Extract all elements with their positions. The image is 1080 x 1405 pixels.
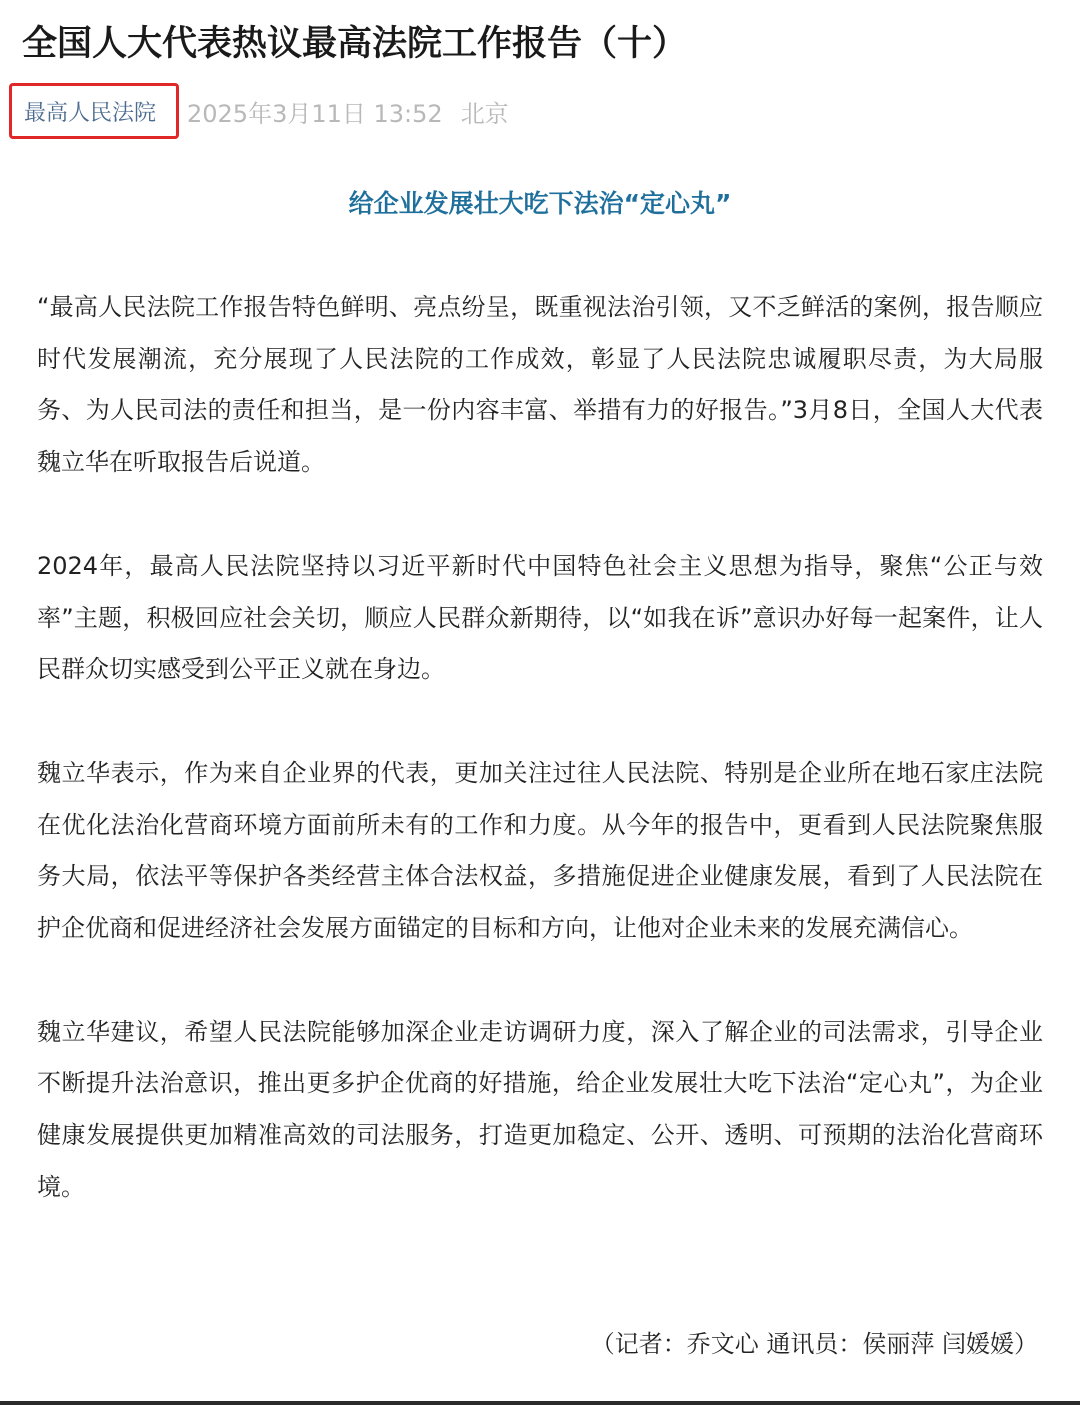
article-byline: （记者：乔文心 通讯员：侯丽萍 闫媛媛） <box>590 1330 1038 1358</box>
article-meta <box>9 80 509 142</box>
article-title: 全国人大代表热议最高法院工作报告（十） <box>22 24 688 64</box>
article-paragraph: 魏立华表示，作为来自企业界的代表，更加关注过往人民法院、特别是企业所在地石家庄法院在优化法治化营商环境方面前所未有的工作和力度。从今年的报告中，更看到人民法院聚焦服务大局，依法平等保护各类经营主体合法权益，多措施促进企业健康发展，看到了人民法院在护企优商和促进经济社会发展方面锚定的目标和方向，让他对企业未来的发展充满信心。 <box>37 758 1043 943</box>
article-paragraph: 魏立华建议，希望人民法院能够加深企业走访调研力度，深入了解企业的司法需求，引导企业不断提升法治意识，推出更多护企优商的好措施，给企业发展壮大吃下法治“定心丸”，为企业健康发展提供更加精准高效的司法服务，打造更加稳定、公开、透明、可预期的法治化营商环境。 <box>37 1017 1043 1201</box>
article-paragraph: 2024年，最高人民法院坚持以习近平新时代中国特色社会主义思想为指导，聚焦“公正与效率”主题，积极回应社会关切，顺应人民群众新期待，以“如我在诉”意识办好每一起案件，让人民群众切实感受到公平正义就在身边。 <box>37 551 1043 684</box>
bottom-divider <box>0 1401 1080 1405</box>
article-body <box>37 282 1043 1266</box>
source-highlight-box <box>9 83 179 139</box>
publish-date: 2025年3月11日 13:52 <box>187 99 443 128</box>
publish-location: 北京 <box>460 99 509 128</box>
source-link[interactable]: 最高人民法院 <box>24 100 157 126</box>
article-subheading: 给企业发展壮大吃下法治“定心丸” <box>348 189 732 218</box>
article-paragraph: “最高人民法院工作报告特色鲜明、亮点纷呈，既重视法治引领，又不乏鲜活的案例，报告顺应时代发展潮流，充分展现了人民法院的工作成效，彰显了人民法院忠诚履职尽责，为大局服务、为人民司法的责任和担当，是一份内容丰富、举措有力的好报告。”3月8日，全国人大代表魏立华在听取报告后说道。 <box>37 293 1043 477</box>
